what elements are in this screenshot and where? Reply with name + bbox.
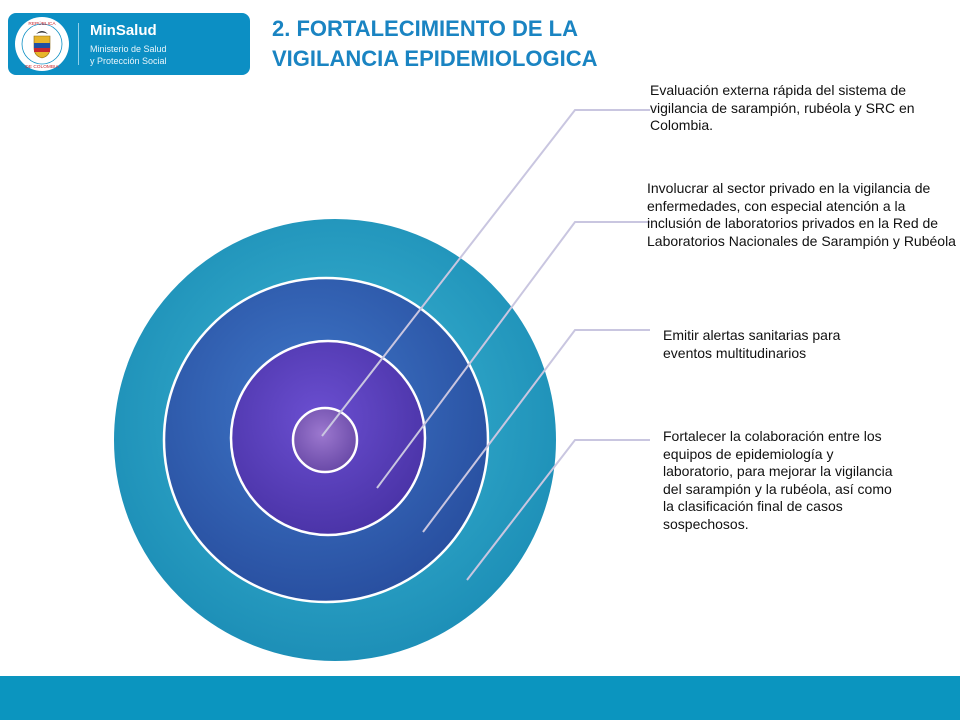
item-text-2: Involucrar al sector privado en la vigilancia de enfermedades, con especial atención a la inclusión de laboratorios privados en la Red de Laboratorios Nacionales de Sarampión y Rubéola: [647, 180, 956, 249]
footer-bar: [0, 676, 960, 720]
item-text-1: Evaluación externa rápida del sistema de vigilancia de sarampión, rubéola y SRC en Colombia.: [650, 82, 915, 134]
seal-top-text: REPÚBLICA: [28, 22, 56, 27]
item-text-3: Emitir alertas sanitarias para eventos multitudinarios: [663, 327, 841, 361]
logo-subtitle-line1: Ministerio de Salud: [90, 44, 167, 54]
title-line-2: VIGILANCIA EPIDEMIOLOGICA: [272, 46, 598, 71]
logo-brand: MinSalud: [90, 22, 157, 39]
logo-subtitle-line2: y Protección Social: [90, 56, 167, 66]
center-circle: [293, 408, 357, 472]
item-text-4: Fortalecer la colaboración entre los equipos de epidemiología y laboratorio, para mejorar la vigilancia del sarampión y la rubéola, así como la clasificación final de casos sospechosos.: [663, 428, 893, 532]
seal-bottom-text: DE COLOMBIA: [25, 65, 59, 70]
title-line-1: 2. FORTALECIMIENTO DE LA: [272, 16, 578, 41]
